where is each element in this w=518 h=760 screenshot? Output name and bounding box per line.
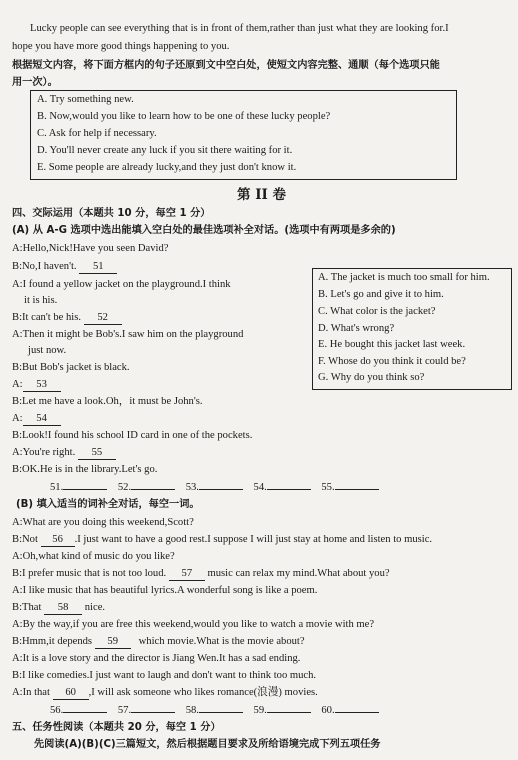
answer-blank[interactable] [63, 489, 107, 490]
option-g: G. Why do you think so? [318, 372, 425, 383]
option-d: D. What's wrong? [318, 323, 395, 334]
part-4b-instruction: (B) 填入适当的词补全对话，每空一词。 [16, 499, 200, 510]
dialogue-a-line: A:You're right. 55 [12, 446, 116, 460]
dialogue-a-line: just now. [28, 345, 67, 356]
answer-row-b: 56. 57. 58. 59. 60. [50, 704, 379, 718]
instruction-line-1: 根据短文内容，将下面方框内的句子还原到文中空白处，使短文内容完整、通顺（每个选项只能 [12, 60, 440, 71]
option-c: C. What color is the jacket? [318, 306, 436, 317]
dialogue-b-line: B:I like comedies.I just want to laugh and don't want to think too much. [12, 670, 317, 681]
options-box-1 [30, 90, 457, 180]
option-d: D. You'll never create any luck if you sit there waiting for it. [37, 145, 293, 156]
dialogue-b-line: B:That 58 nice. [12, 602, 106, 613]
blank-57[interactable]: 57 [169, 568, 205, 581]
option-b: B. Let's go and give it to him. [318, 289, 444, 300]
blank-59[interactable]: 59 [95, 636, 131, 649]
section-2-title: 第 II 卷 [237, 187, 287, 203]
dialogue-b-line: A:I like music that has beautiful lyrics.A wonderful song is like a poem. [12, 585, 318, 596]
blank-58[interactable]: 58 [44, 602, 82, 615]
dialogue-a-line: B:It can't be his. 52 [12, 311, 122, 325]
part-5-title: 五、任务性阅读（本题共 20 分，每空 1 分） [12, 722, 221, 733]
blank-51[interactable]: 51 [79, 261, 117, 274]
dialogue-b-line: A:Oh,what kind of music do you like? [12, 551, 175, 562]
dialogue-a-line: B:Look!I found his school ID card in one of the pockets. [12, 430, 253, 441]
dialogue-a-line: it is his. [24, 295, 58, 306]
answer-blank[interactable] [63, 712, 107, 713]
dialogue-a-line: B:Let me have a look.Oh，it must be John's. [12, 396, 203, 407]
dialogue-a-line: A:Then it might be Bob's.I saw him on the playground [12, 329, 244, 340]
dialogue-b-line: A:It is a love story and the director is Jiang Wen.It has a sad ending. [12, 653, 301, 664]
instruction-line-2: 用一次）。 [12, 77, 58, 88]
answer-blank[interactable] [199, 489, 243, 490]
blank-60[interactable]: 60 [53, 687, 89, 700]
option-c: C. Ask for help if necessary. [37, 128, 157, 139]
dialogue-a-line: A: 54 [12, 412, 61, 426]
part-4-title: 四、交际运用（本题共 10 分，每空 1 分） [12, 208, 211, 219]
answer-blank[interactable] [199, 712, 243, 713]
dialogue-b-line: B:Not 56 .I just want to have a good rest.I suppose I will just stay at home and listen to music. [12, 534, 433, 545]
dialogue-b-line: A:By the way,if you are free this weekend,would you like to watch a movie with me? [12, 619, 375, 630]
blank-54[interactable]: 54 [23, 413, 61, 426]
answer-blank[interactable] [335, 489, 379, 490]
answer-blank[interactable] [131, 712, 175, 713]
blank-56[interactable]: 56 [41, 534, 75, 547]
dialogue-a-line: A: 53 [12, 378, 61, 392]
answer-row-a: 51. 52. 53. 54. 55. [50, 481, 379, 495]
option-e: E. He bought this jacket last week. [318, 339, 466, 350]
dialogue-a-line: B:No,I haven't. 51 [12, 260, 117, 274]
dialogue-a-line: A:I found a yellow jacket on the playground.I think [12, 279, 231, 290]
blank-52[interactable]: 52 [84, 312, 122, 325]
option-e: E. Some people are already lucky,and they just don't know it. [37, 162, 297, 173]
dialogue-b-line: B:Hmm,it depends 59 which movie.What is the movie about? [12, 636, 305, 647]
answer-blank[interactable] [267, 489, 311, 490]
dialogue-a-line: B:But Bob's jacket is black. [12, 362, 130, 373]
option-f: F. Whose do you think it could be? [318, 356, 466, 367]
dialogue-a-line: B:OK.He is in the library.Let's go. [12, 464, 158, 475]
intro-line-2: hope you have more good things happening to you. [12, 41, 230, 52]
option-a: A. Try something new. [37, 94, 134, 105]
option-b: B. Now,would you like to learn how to be one of these lucky people? [37, 111, 331, 122]
part-5-instruction: 先阅读(A)(B)(C)三篇短文，然后根据题目要求及所给语境完成下列五项任务 [34, 739, 381, 750]
dialogue-b-line: A:In that 60 ,I will ask someone who likes romance(浪漫) movies. [12, 687, 318, 698]
intro-line-1: Lucky people can see everything that is in front of them,rather than just what they are looking for.I [30, 23, 449, 34]
dialogue-a-line: A:Hello,Nick!Have you seen David? [12, 243, 169, 254]
dialogue-b-line: A:What are you doing this weekend,Scott? [12, 517, 194, 528]
part-4a-instruction: (A) 从 A-G 选项中选出能填入空白处的最佳选项补全对话。(选项中有两项是多余的) [12, 225, 396, 236]
dialogue-b-line: B:I prefer music that is not too loud. 57 music can relax my mind.What about you? [12, 568, 390, 579]
answer-blank[interactable] [267, 712, 311, 713]
options-box-2 [312, 268, 512, 390]
blank-53[interactable]: 53 [23, 379, 61, 392]
option-a: A. The jacket is much too small for him. [318, 272, 490, 283]
answer-blank[interactable] [131, 489, 175, 490]
blank-55[interactable]: 55 [78, 447, 116, 460]
answer-blank[interactable] [335, 712, 379, 713]
